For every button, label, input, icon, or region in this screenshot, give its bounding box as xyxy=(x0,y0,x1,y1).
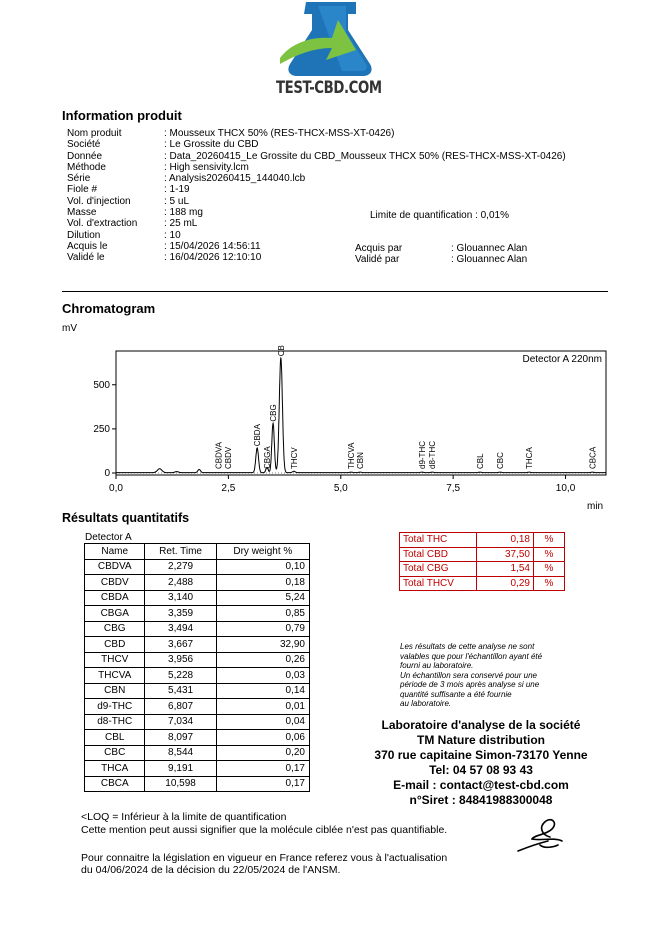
x-tick-label: 0,0 xyxy=(109,483,123,494)
peak-label: CBL xyxy=(475,453,485,469)
cell-name: d8-THC xyxy=(85,714,145,730)
notice-line: période de 3 mois après analyse si une xyxy=(400,680,540,689)
lab-line: E-mail : contact@test-cbd.com xyxy=(393,778,569,792)
cell-ret-time: 3,359 xyxy=(145,606,216,622)
legislation-note-1: Pour connaitre la législation en vigueur en France referez vous à l'actualisation xyxy=(81,852,448,864)
total-row xyxy=(400,533,565,548)
peak-label: CBDVA xyxy=(214,442,224,469)
cell-name: d9-THC xyxy=(85,699,145,715)
total-label: Total CBD xyxy=(400,547,477,562)
info-title: Information produit xyxy=(62,108,182,123)
total-row xyxy=(400,576,565,591)
cell-name: CBGA xyxy=(85,606,145,622)
peak-label: CBDV xyxy=(223,446,233,469)
info-key: Série xyxy=(67,173,91,185)
peak-label: CBG xyxy=(269,404,279,422)
cell-ret-time: 3,667 xyxy=(145,637,216,653)
peak-label: CBCA xyxy=(588,446,598,469)
info-value: : 16/04/2026 12:10:10 xyxy=(164,252,262,264)
info-value: : Data_20260415_Le Grossite du CBD_Mousseux THCX 50% (RES-THCX-MSS-XT-0426) xyxy=(164,150,566,162)
table-row xyxy=(85,590,310,606)
logo-text: TEST-CBD.COM xyxy=(276,78,382,98)
y-tick-label: 0 xyxy=(104,468,110,479)
peak-label: CBN xyxy=(356,452,366,469)
totals-table xyxy=(399,532,565,591)
cell-name: CBDA xyxy=(85,590,145,606)
logo xyxy=(270,0,390,100)
lab-line: Tel: 04 57 08 93 43 xyxy=(429,763,533,777)
xunit-label: min xyxy=(587,501,604,512)
notice-line: Un échantillon sera conservé pour une xyxy=(400,670,537,680)
flask-logo-icon xyxy=(270,0,390,78)
info-row xyxy=(67,196,627,207)
cell-ret-time: 8,097 xyxy=(145,730,216,746)
table-row xyxy=(85,745,310,761)
cell-dry-weight: 0,17 xyxy=(216,761,309,777)
info-row xyxy=(67,207,627,218)
info-key: Nom produit xyxy=(67,128,122,139)
info-block xyxy=(67,128,627,264)
peak-label: CBC xyxy=(496,452,506,469)
x-tick-label: 5,0 xyxy=(333,483,348,494)
x-tick-label: 7,5 xyxy=(446,483,461,494)
chromatogram-chart xyxy=(80,345,620,520)
peak-label: d9-THC xyxy=(418,440,428,469)
cell-dry-weight: 0,06 xyxy=(216,730,309,746)
lab-block xyxy=(350,718,612,808)
cell-dry-weight: 5,24 xyxy=(216,590,309,606)
cell-name: CBD xyxy=(85,637,145,653)
cell-name: CBDV xyxy=(85,575,145,591)
acquis-par-label: Acquis par xyxy=(355,243,403,254)
info-row xyxy=(67,230,627,241)
total-label: Total THC xyxy=(400,533,477,548)
y-tick-label: 250 xyxy=(93,423,110,435)
notice-line: Les résultats de cette analyse ne sont xyxy=(400,642,535,651)
total-unit: % xyxy=(534,576,565,591)
cell-name: CBDVA xyxy=(85,559,145,575)
col-ret-time: Ret. Time xyxy=(145,544,216,560)
cell-name: CBN xyxy=(85,683,145,699)
peak-label: THCA xyxy=(525,447,535,469)
cell-dry-weight: 0,18 xyxy=(216,575,309,591)
cell-name: THCVA xyxy=(85,668,145,684)
info-key: Méthode xyxy=(67,161,106,173)
info-value: : 25 mL xyxy=(164,218,198,230)
info-key: Dilution xyxy=(67,229,101,241)
info-key: Donnée xyxy=(67,150,103,162)
x-tick-label: 2,5 xyxy=(221,483,236,494)
loq-note-2: Cette mention peut aussi signifier que la molécule ciblée n'est pas quantifiable. xyxy=(81,824,448,836)
info-row xyxy=(67,184,627,195)
info-row xyxy=(67,139,627,150)
info-row xyxy=(67,151,627,162)
cell-name: CBCA xyxy=(85,776,145,792)
info-value: : Analysis20260415_144040.lcb xyxy=(164,173,306,185)
cell-dry-weight: 0,03 xyxy=(216,668,309,684)
cell-ret-time: 8,544 xyxy=(145,745,216,761)
info-row xyxy=(67,241,627,252)
cell-dry-weight: 32,90 xyxy=(216,637,309,653)
info-value: : Le Grossite du CBD xyxy=(164,139,259,151)
loq-note-1: <LOQ = Inférieur à la limite de quantification xyxy=(81,811,287,823)
legislation-note-2: du 04/06/2024 de la décision du 22/05/2024 de l'ANSM. xyxy=(81,864,341,876)
cell-dry-weight: 0,20 xyxy=(216,745,309,761)
total-label: Total CBG xyxy=(400,562,477,577)
lab-line: Laboratoire d'analyse de la société xyxy=(381,718,581,732)
results-title: Résultats quantitatifs xyxy=(62,511,190,525)
table-row xyxy=(85,606,310,622)
total-unit: % xyxy=(534,533,565,548)
detector-label: Detector A 220nm xyxy=(522,354,602,365)
cell-dry-weight: 0,10 xyxy=(216,559,309,575)
table-row xyxy=(85,637,310,653)
y-tick-label: 500 xyxy=(93,379,110,391)
info-value: : 5 uL xyxy=(164,195,190,207)
col-name: Name xyxy=(85,544,145,560)
cell-ret-time: 5,228 xyxy=(145,668,216,684)
info-value: : 15/04/2026 14:56:11 xyxy=(164,240,261,252)
peak-label: CBDA xyxy=(253,424,263,447)
table-row xyxy=(85,668,310,684)
valide-par-value: : Glouannec Alan xyxy=(451,254,528,265)
table-row xyxy=(85,699,310,715)
cell-dry-weight: 0,17 xyxy=(216,776,309,792)
cell-dry-weight: 0,14 xyxy=(216,683,309,699)
info-key: Masse xyxy=(67,207,97,219)
info-key: Vol. d'injection xyxy=(67,195,131,207)
cell-ret-time: 7,034 xyxy=(145,714,216,730)
cell-dry-weight: 0,04 xyxy=(216,714,309,730)
table-row xyxy=(85,575,310,591)
cell-ret-time: 2,279 xyxy=(145,559,216,575)
cell-name: CBG xyxy=(85,621,145,637)
cell-ret-time: 5,431 xyxy=(145,683,216,699)
cell-ret-time: 3,956 xyxy=(145,652,216,668)
col-dry-weight: Dry weight % xyxy=(216,544,309,560)
cell-ret-time: 3,140 xyxy=(145,590,216,606)
table-row xyxy=(85,621,310,637)
cell-dry-weight: 0,79 xyxy=(216,621,309,637)
table-row xyxy=(85,776,310,792)
cell-ret-time: 6,807 xyxy=(145,699,216,715)
peak-label: CBGA xyxy=(263,446,273,469)
cell-name: THCA xyxy=(85,761,145,777)
peak-label: THCV xyxy=(289,447,299,469)
info-key: Acquis le xyxy=(67,240,108,252)
info-key: Validé le xyxy=(67,252,105,264)
cell-ret-time: 9,191 xyxy=(145,761,216,777)
total-value: 1,54 xyxy=(477,562,534,577)
info-row xyxy=(67,218,627,229)
cell-ret-time: 2,488 xyxy=(145,575,216,591)
lab-line: n°Siret : 84841988300048 xyxy=(409,793,553,807)
peak-label: CBD xyxy=(276,345,286,357)
chromatogram-title: Chromatogram xyxy=(62,301,156,316)
cell-name: CBL xyxy=(85,730,145,746)
loq-label: Limite de quantification : 0,01% xyxy=(370,210,509,221)
unit-label: mV xyxy=(62,323,77,334)
info-row xyxy=(67,252,627,263)
peak-label: d8-THC xyxy=(428,440,438,469)
notice-line: quantité suffisante a été fournie xyxy=(400,689,512,699)
acquis-par-value: : Glouannec Alan xyxy=(451,243,528,254)
info-row xyxy=(67,173,627,184)
total-row xyxy=(400,547,565,562)
table-row xyxy=(85,761,310,777)
info-key: Société xyxy=(67,139,101,151)
cell-ret-time: 3,494 xyxy=(145,621,216,637)
cell-dry-weight: 0,26 xyxy=(216,652,309,668)
info-row xyxy=(67,162,627,173)
info-value: : 1-19 xyxy=(164,184,190,196)
notice-line: valables que pour l'échantillon ayant été xyxy=(400,651,543,661)
info-value: : 10 xyxy=(164,229,181,241)
divider xyxy=(62,291,608,292)
valide-par-label: Validé par xyxy=(355,254,400,265)
cell-ret-time: 10,598 xyxy=(145,776,216,792)
total-unit: % xyxy=(534,562,565,577)
total-value: 0,29 xyxy=(477,576,534,591)
total-value: 37,50 xyxy=(477,547,534,562)
info-value: : High sensivity.lcm xyxy=(164,161,249,173)
table-row xyxy=(85,714,310,730)
cell-dry-weight: 0,85 xyxy=(216,606,309,622)
table-row xyxy=(85,683,310,699)
cell-dry-weight: 0,01 xyxy=(216,699,309,715)
info-value: : 188 mg xyxy=(164,207,203,219)
lab-line: TM Nature distribution xyxy=(417,733,545,747)
notice-line: fourni au laboratoire. xyxy=(400,661,474,670)
table-row xyxy=(85,730,310,746)
results-header-row xyxy=(85,544,310,560)
total-value: 0,18 xyxy=(477,533,534,548)
info-key: Fiole # xyxy=(67,184,98,196)
info-key: Vol. d'extraction xyxy=(67,218,138,230)
peak-label: THCVA xyxy=(347,442,357,469)
total-label: Total THCV xyxy=(400,576,477,591)
info-row xyxy=(67,128,627,139)
notice-text xyxy=(400,642,542,709)
cell-name: THCV xyxy=(85,652,145,668)
lab-line: 370 rue capitaine Simon-73170 Yenne xyxy=(374,748,588,762)
table-row xyxy=(85,652,310,668)
table-row xyxy=(85,559,310,575)
total-unit: % xyxy=(534,547,565,562)
info-value: : Mousseux THCX 50% (RES-THCX-MSS-XT-0426) xyxy=(164,128,395,139)
detector-label: Detector A xyxy=(85,532,132,543)
x-tick-label: 10,0 xyxy=(555,483,576,494)
signature-image xyxy=(510,815,570,857)
cell-name: CBC xyxy=(85,745,145,761)
results-table xyxy=(84,543,310,792)
total-row xyxy=(400,562,565,577)
notice-line: au laboratoire. xyxy=(400,699,452,708)
